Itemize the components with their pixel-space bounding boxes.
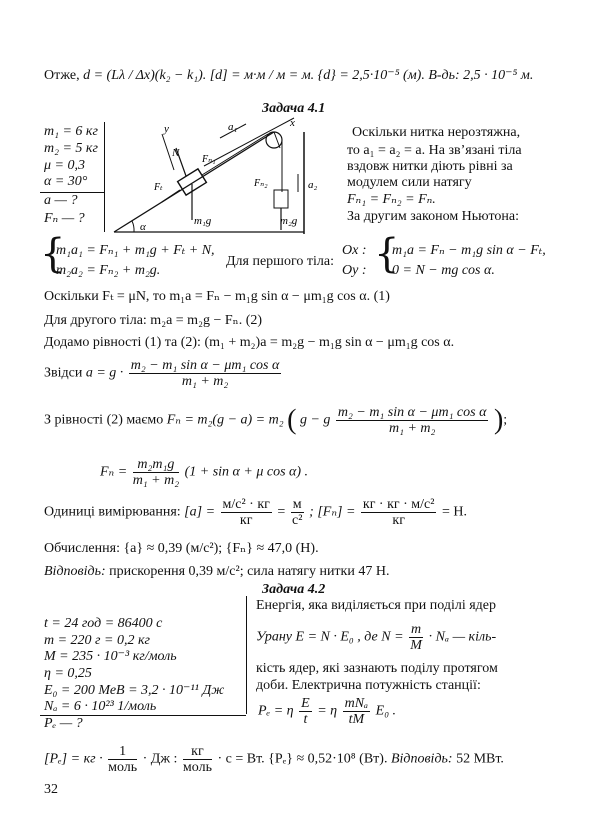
- given-item: a — ?: [44, 193, 78, 208]
- units-f-frac: [361, 497, 437, 528]
- p-num2: mNₐ: [344, 696, 369, 711]
- task2-title: Задача 4.2: [262, 582, 326, 597]
- task2-divider: [246, 596, 247, 714]
- p-mid: = η: [317, 703, 338, 719]
- answer-line: [44, 564, 389, 580]
- text-line: Fₙ₁ = Fₙ₂ = Fₙ.: [347, 192, 436, 207]
- units-a-num: м/с² · кг: [222, 497, 270, 512]
- text-line: вздовж нитки діють рівні за: [347, 159, 513, 174]
- p-frac2: [343, 696, 371, 727]
- top-formula-line: [44, 68, 533, 84]
- fn2-label: Fₙ₂: [254, 178, 268, 189]
- system-brace-2: {: [374, 231, 400, 277]
- fn2-denominator: m₁ + m₂: [132, 473, 180, 488]
- a-fraction: [129, 358, 282, 389]
- formula-fn-final: [100, 457, 308, 488]
- given-item: m₁ = 6 кг: [44, 124, 98, 139]
- a-numerator: m₂ − m₁ sin α − μm₁ cos α: [130, 358, 280, 373]
- task2-units: [44, 744, 504, 775]
- units-a-frac2: [291, 497, 304, 528]
- top-prefix: Отже,: [44, 68, 80, 83]
- text-line: модулем сили натягу: [347, 175, 472, 190]
- given-item: Nₐ = 6 · 10²³ 1/моль: [44, 699, 157, 714]
- given-item: m₂ = 5 кг: [44, 141, 98, 156]
- alpha-label: α: [140, 221, 146, 233]
- ox-equation: m₁a = Fₙ − m₁g sin α − Fₜ,: [392, 243, 546, 258]
- ox-label: Ox :: [342, 243, 367, 258]
- given-item: α = 30°: [44, 174, 88, 189]
- fn-lhs: Fₙ = m₂(g − a) = m₂: [166, 412, 284, 428]
- line-second-body: Для другого тіла: m₂a = m₂g − Fₙ. (2): [44, 313, 263, 328]
- answer-label: Відповідь:: [44, 564, 106, 579]
- fn2-fraction: [133, 457, 179, 488]
- task2-text-4: доби. Електрична потужність станції:: [256, 678, 481, 693]
- eq2-label: З рівності (2) маємо: [44, 412, 164, 428]
- fn-g: g − g: [299, 412, 331, 428]
- answer-d: В-дь: 2,5 · 10⁻⁵ м.: [428, 68, 534, 83]
- given-item: E₀ = 200 МеВ = 3,2 · 10⁻¹¹ Дж: [44, 683, 225, 698]
- ft-label: Fₜ: [154, 182, 163, 193]
- value-d: {d} = 2,5·10⁻⁵ (м).: [317, 68, 425, 83]
- task1-title: Задача 4.1: [262, 101, 326, 116]
- m2g-label: m₂g: [280, 215, 298, 227]
- units-a-den: кг: [239, 513, 253, 528]
- system-eq-1: m₁a₁ = Fₙ₁ + m₁g + Fₜ + N,: [56, 243, 215, 258]
- units-f-den: кг: [392, 513, 405, 528]
- m1g-label: m₁g: [194, 215, 212, 227]
- p-lhs: Pₑ = η: [258, 703, 294, 719]
- units-f-num: кг · кг · м/с²: [362, 497, 435, 512]
- units-a-eq: =: [277, 504, 286, 520]
- p-den1: t: [303, 712, 308, 727]
- task2-answer: 52 МВт.: [456, 751, 504, 767]
- first-body-label: Для першого тіла:: [226, 254, 334, 269]
- a2-label: a₂: [308, 179, 318, 191]
- given-item: Pₑ — ?: [44, 716, 83, 731]
- text-line: Оскільки нитка нерозтяжна,: [352, 125, 521, 140]
- task2-text-2: [256, 622, 496, 653]
- fn2-numerator: m₂m₁g: [133, 457, 179, 473]
- p-rhs: E₀ .: [375, 703, 397, 719]
- x-axis-label: x: [290, 117, 295, 129]
- formula-d: d = (Lλ / Δx)(k₂ − k₁).: [83, 68, 207, 83]
- formula-fn: З рівності (2) маємо Fₙ = m₂(g − a) = m₂ ( g − g $\frac{\text{m₂ − m₁ sin α − μm₁ cos α}}{\text{m₁ + m₂}}$ );: [44, 404, 508, 436]
- units-d: [d] = м·м / м = м.: [209, 68, 315, 83]
- n-num: m: [411, 622, 422, 637]
- task2-text-1: Енергія, яка виділяється при поділі ядер: [256, 598, 497, 613]
- calc-line: Обчислення: {a} ≈ 0,39 (м/с²); {Fₙ} ≈ 47,0 (Н).: [44, 541, 319, 556]
- fn-fraction: [336, 405, 489, 436]
- units-den1: моль: [108, 760, 138, 775]
- units-a-frac: [221, 497, 272, 528]
- units-num1: 1: [108, 744, 137, 760]
- system-eq-2: m₂a₂ = Fₙ₂ + m₂g.: [56, 263, 161, 278]
- units-a-den2: с²: [292, 513, 303, 528]
- oy-label: Oy :: [342, 263, 367, 278]
- units-frac1: [108, 744, 137, 775]
- units-f-rhs: = Н.: [441, 504, 467, 520]
- p-den2: tM: [348, 712, 365, 727]
- fn2-rhs: (1 + sin α + μ cos α) .: [184, 464, 309, 480]
- units-a-num2: м: [292, 497, 302, 512]
- given-item: M = 235 · 10⁻³ кг/моль: [44, 649, 177, 664]
- units-a-lhs: [a] =: [184, 504, 216, 520]
- text2-b: · Nₐ — кіль-: [428, 629, 497, 645]
- given-item: t = 24 год = 86400 с: [44, 616, 163, 631]
- given-item: μ = 0,3: [44, 158, 85, 173]
- p-num1: E: [301, 696, 310, 711]
- text-line: За другим законом Ньютона:: [347, 209, 519, 224]
- n-label: N: [172, 147, 180, 159]
- units-frac2: [183, 744, 212, 775]
- fn-denominator: m₁ + m₂: [388, 421, 436, 436]
- line-add: Додамо рівності (1) та (2): (m₁ + m₂)a = m₂g − m₁g sin α − μm₁g cos α.: [44, 335, 455, 350]
- a1-label: a₁: [228, 121, 238, 133]
- given-item: Fₙ — ?: [44, 211, 85, 226]
- line-since: Оскільки Fₜ = μN, то m₁a = Fₙ − m₁g sin α − μm₁g cos α. (1): [44, 289, 390, 304]
- p-frac1: [299, 696, 312, 727]
- text-line: то a₁ = a₂ = a. На зв’язані тіла: [347, 143, 522, 158]
- n-fraction: [409, 622, 423, 653]
- given-item: η = 0,25: [44, 666, 92, 681]
- fn2-lhs: Fₙ =: [100, 464, 128, 480]
- units-den2: моль: [182, 760, 212, 775]
- units-f-lhs: ; [Fₙ] =: [309, 504, 356, 520]
- system-brace-1: {: [40, 231, 66, 277]
- units-label: Одиниці вимірювання:: [44, 504, 181, 520]
- fn-end: ;: [503, 412, 508, 428]
- units-line: [44, 497, 467, 528]
- task2-text-3: кість ядер, які зазнають поділу протягом: [256, 661, 498, 676]
- formula-a: [44, 358, 283, 389]
- text2-a: Урану E = N · E₀ , де N =: [256, 629, 404, 645]
- answer-text: прискорення 0,39 м/с²; сила натягу нитки 47 Н.: [109, 564, 390, 579]
- fn1-label: Fₙ₁: [202, 154, 216, 165]
- oy-equation: 0 = N − mg cos α.: [392, 263, 495, 278]
- page-number: 32: [44, 782, 58, 797]
- task2-answer-label: Відповідь:: [390, 751, 453, 767]
- incline-diagram: [104, 112, 344, 240]
- fn-numerator: m₂ − m₁ sin α − μm₁ cos α: [337, 405, 487, 420]
- units-lhs: [Pₑ] = кг ·: [44, 751, 103, 767]
- units-rhs: · с = Вт. {Pₑ} ≈ 0,52·10⁸ (Вт).: [217, 751, 388, 767]
- a-lhs: a = g ·: [85, 365, 124, 381]
- n-den: M: [410, 638, 422, 653]
- units-mid: · Дж :: [142, 751, 178, 767]
- from-label: Звідси: [44, 365, 83, 381]
- given-item: m = 220 г = 0,2 кг: [44, 633, 150, 648]
- y-axis-label: y: [164, 123, 169, 135]
- a-denominator: m₁ + m₂: [181, 374, 229, 389]
- power-formula: [258, 696, 396, 727]
- units-num2: кг: [183, 744, 212, 760]
